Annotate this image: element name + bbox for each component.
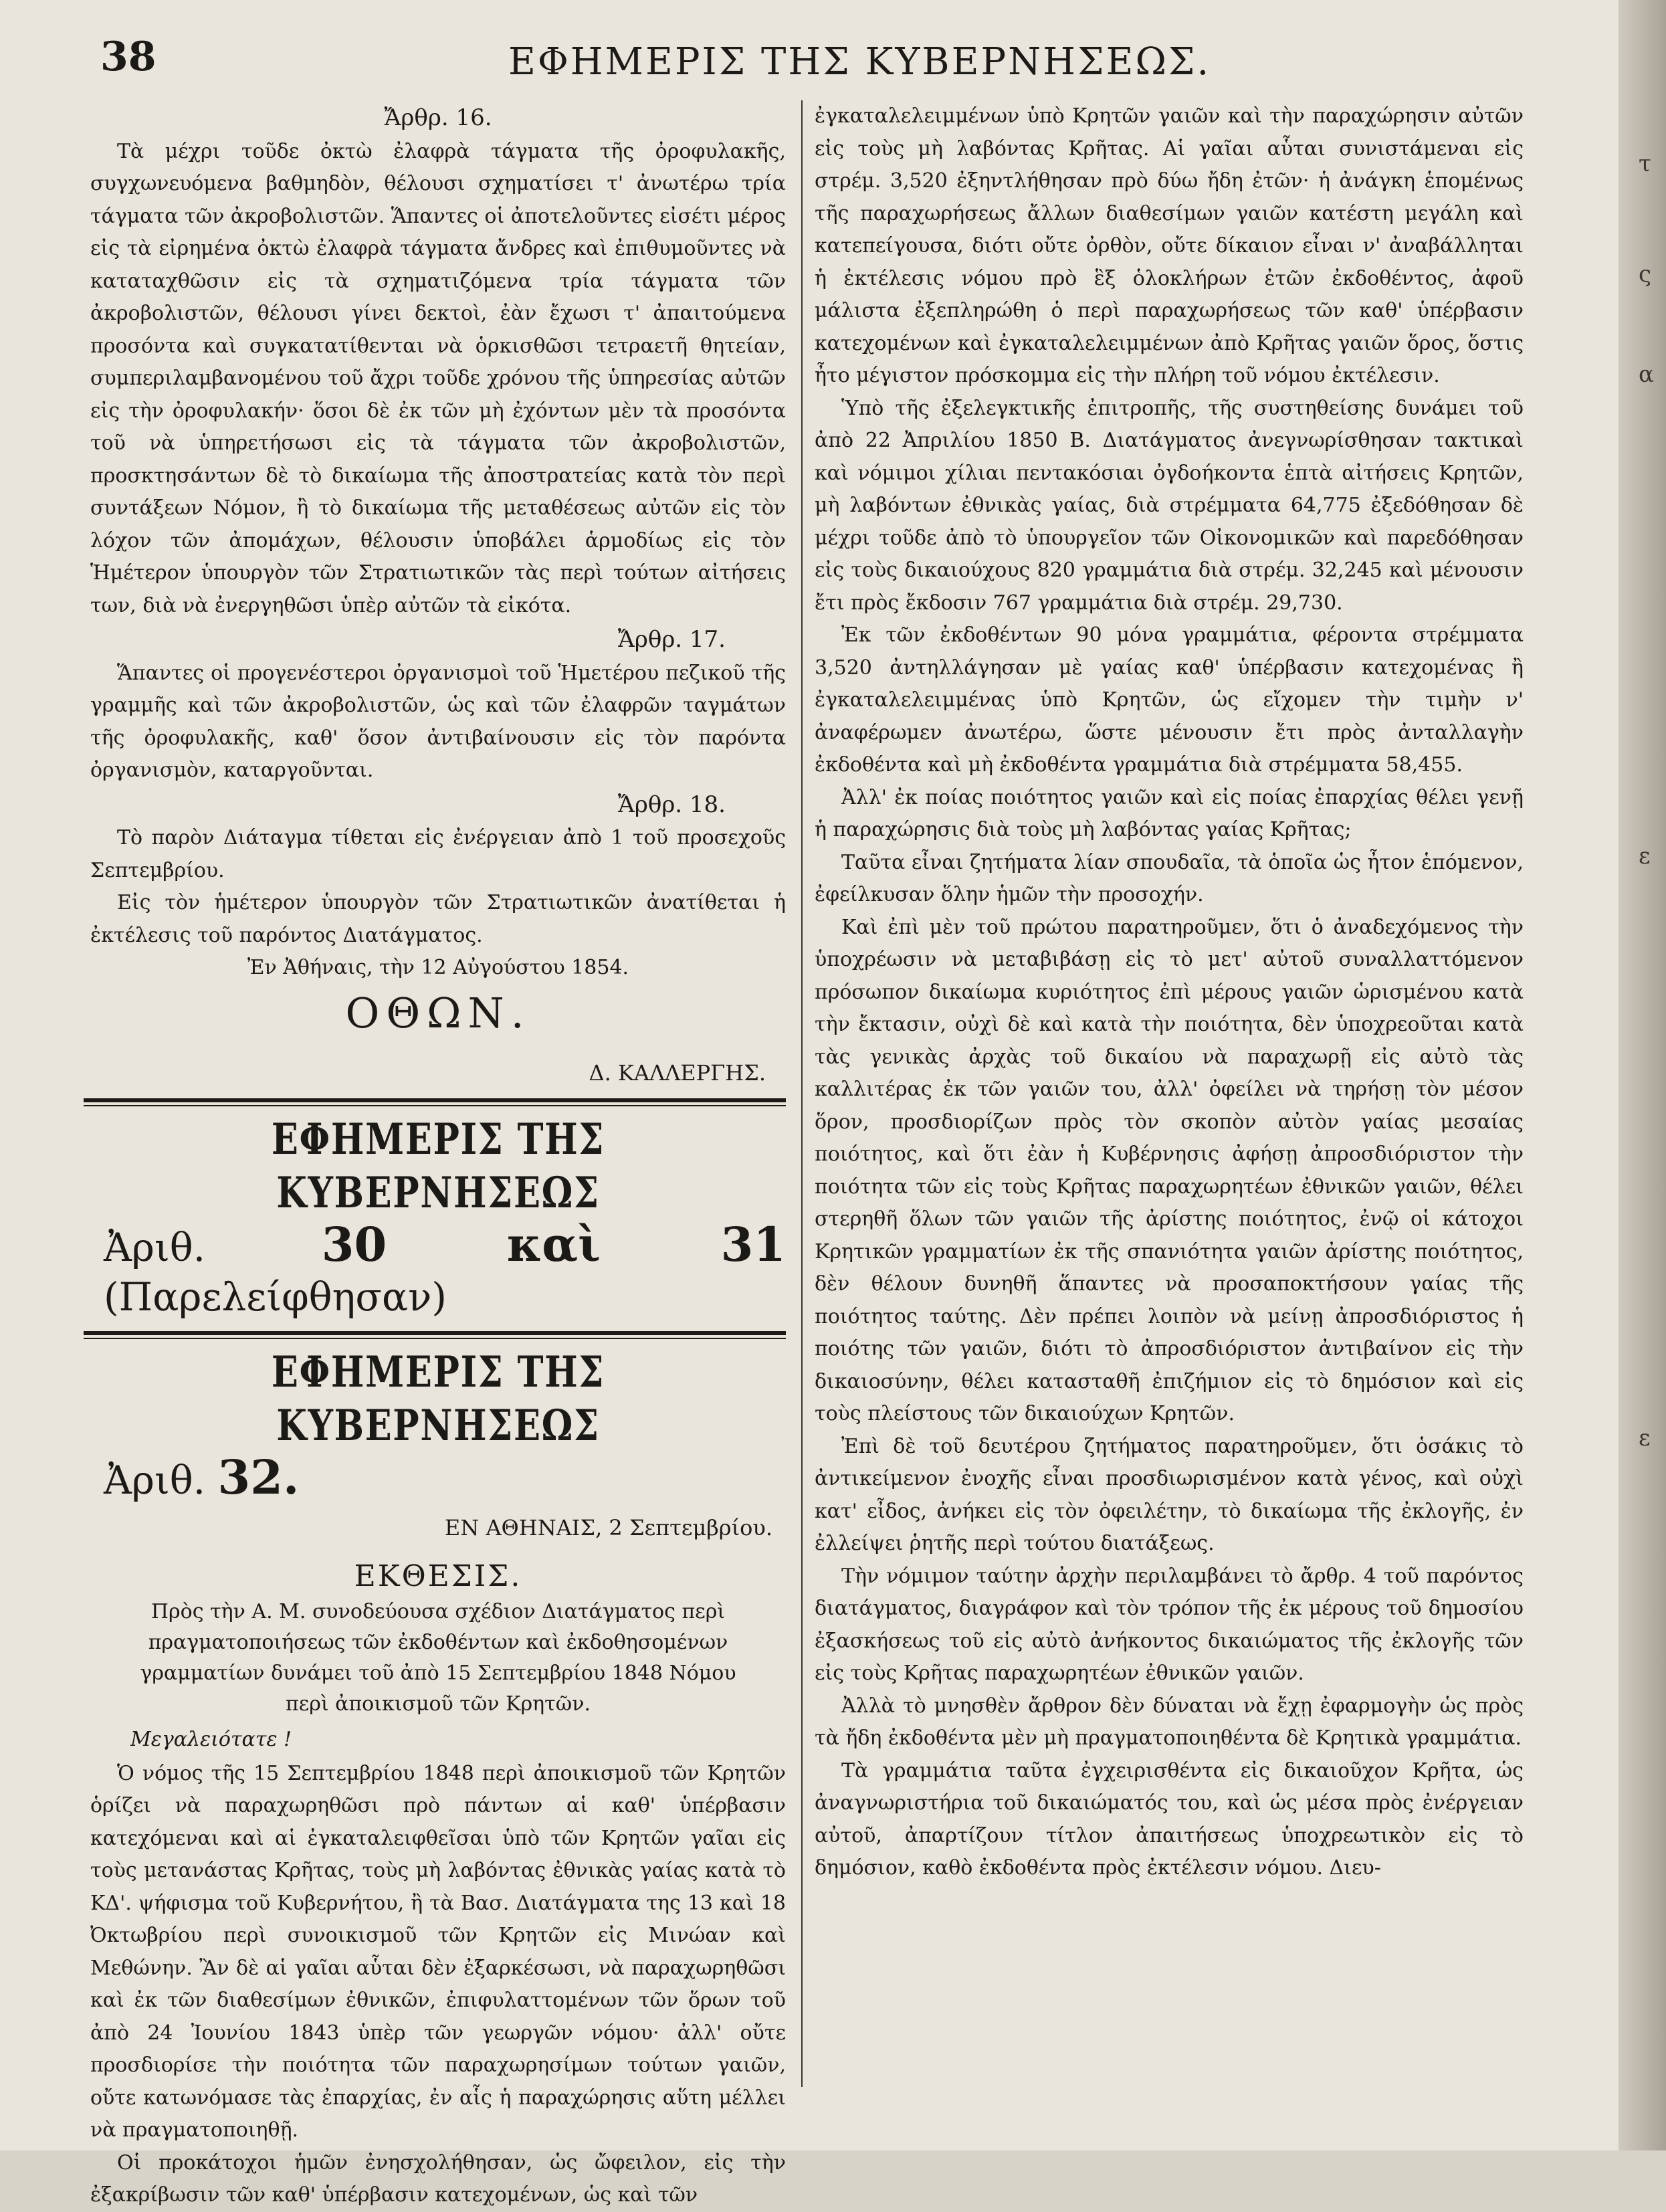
article-17-heading: Ἄρθρ. 17. [617,626,726,653]
edge-letter: α [1639,361,1654,388]
article-17-text: Ἅπαντες οἱ προγενέστεροι ὀργανισμοὶ τοῦ Ἡμετέρου πεζικοῦ τῆς γραμμῆς καὶ τῶν ἀκροβολιστῶν, ὡς καὶ τῶν ἐλαφρῶν ταγμάτων τῆς ὀροφυλακῆς, καθ' ὅσον ἀντιβαίνουσιν εἰς τὸν παρόντα ὀργανισμὸν, καταργοῦνται. [90,661,786,782]
minister-signature: Δ. ΚΑΛΛΕΡΓΗΣ. [589,1060,766,1086]
article-18-text-2: Εἰς τὸν ἡμέτερον ὑπουργὸν τῶν Στρατιωτικῶν ἀνατίθεται ἡ ἐκτέλεσις τοῦ παρόντος Διατάγματος. [90,891,786,947]
issue-2-prefix: Ἀριθ. [104,1457,206,1503]
edge-letter: ε [1639,1425,1651,1451]
edge-letter: τ [1639,150,1651,177]
right-column [815,100,1524,1885]
right-paragraph-7: Ἐπὶ δὲ τοῦ δευτέρου ζητήματος παρατηροῦμεν, ὅτι ὁσάκις τὸ ἀντικείμενον ἐνοχῆς εἶναι προσδιωρισμένον κατὰ γένος, καὶ οὐχὶ κατ' εἶδος, ἀνήκει εἰς τὸν ὀφειλέτην, τὸ δικαίωμα τῆς ἐκλογῆς, ἐν ἐλλείψει ῥητῆς περὶ τούτου διατάξεως. [815,1434,1524,1555]
article-18-text-1: Τὸ παρὸν Διάταγμα τίθεται εἰς ἐνέργειαν ἀπὸ 1 τοῦ προσεχοῦς Σεπτεμβρίου. [90,826,786,882]
right-paragraph-1: ἐγκαταλελειμμένων ὑπὸ Κρητῶν γαιῶν καὶ τὴν παραχώρησιν αὐτῶν εἰς τοὺς μὴ λαβόντας Κρῆτας. Αἱ γαῖαι αὗται συνιστάμεναι εἰς στρέμ. 3,520 ἐξηντλήθησαν πρὸ δύω ἤδη ἐτῶν· ἡ ἀνάγκη ἑπομένως τῆς παραχωρήσεως ἄλλων διαθεσίμων γαιῶν κατέστη μεγάλη καὶ κατεπείγουσα, διότι οὔτε ὀρθὸν, οὔτε δίκαιον εἶναι ν' ἀναβάλληται ἡ ἐκτέλεσις νόμου πρὸ ἓξ ὁλοκλήρων ἐτῶν ἐκδοθέντος, ἀφοῦ μάλιστα ἐξεπληρώθη ὁ περὶ παραχωρήσεως τῶν καθ' ὑπέρβασιν κατεχομένων καὶ ἐγκαταλελειμμένων ἀπὸ Κρῆτας γαιῶν ὅρος, ὅστις ἦτο μέγιστον πρόσκομμα εἰς τὴν πλήρη τοῦ νόμου ἐκτέλεσιν. [815,104,1524,387]
article-16-heading: Ἄρθρ. 16. [384,104,492,131]
column-divider [801,100,803,2087]
facing-page-edge [1619,0,1666,2150]
masthead-1: ΕΦΗΜΕΡΙΣ ΤΗΣ ΚΥΒΕΡΝΗΣΕΩΣ [271,1114,605,1218]
issue-1-note: (Παρελείφθησαν) [104,1274,447,1320]
article-18-heading: Ἄρθρ. 18. [617,791,726,818]
dateline: ΕΝ ΑΘΗΝΑΙΣ, 2 Σεπτεμβρίου. [444,1515,772,1540]
right-paragraph-2: Ὑπὸ τῆς ἐξελεγκτικῆς ἐπιτροπῆς, τῆς συστηθείσης δυνάμει τοῦ ἀπὸ 22 Ἀπριλίου 1850 Β. Διατάγματος ἀνεγνωρίσθησαν τακτικαὶ καὶ νόμιμοι χίλιαι πεντακόσιαι ὀγδοήκοντα ἑπτὰ αἰτήσεις Κρητῶν, μὴ λαβόντων ἐθνικὰς γαίας, διὰ στρέμματα 64,775 ἐξεδόθησαν δὲ μέχρι τοῦδε ἀπὸ τὸ ὑπουργεῖον τῶν Οἰκονομικῶν καὶ παρεδόθησαν εἰς τοὺς δικαιούχους 820 γραμμάτια διὰ στρέμ. 32,245 καὶ μένουσιν ἔτι πρὸς ἔκδοσιν 767 γραμμάτια διὰ στρέμ. 29,730. [815,396,1524,615]
report-paragraph-1: Ὁ νόμος τῆς 15 Σεπτεμβρίου 1848 περὶ ἀποικισμοῦ τῶν Κρητῶν ὁρίζει νὰ παραχωρηθῶσι πρὸ πάντων αἱ καθ' ὑπέρβασιν κατεχόμεναι καὶ αἱ ἐγκαταλειφθεῖσαι ὑπὸ τῶν Κρητῶν γαῖαι εἰς τοὺς μετανάστας Κρῆτας, τοὺς μὴ λαβόντας ἐθνικὰς γαίας κατὰ τὸ ΚΔ'. ψήφισμα τοῦ Κυβερνήτου, ἢ τὰ Βασ. Διατάγματα της 13 καὶ 18 Ὀκτωβρίου περὶ συνοικισμοῦ τῶν Κρητῶν εἰς Μινώαν καὶ Μεθώνην. Ἂν δὲ αἱ γαῖαι αὗται δὲν ἐξαρκέσωσι, νὰ παραχωρηθῶσι καὶ ἐκ τῶν διαθεσίμων ἐθνικῶν, ἐπιφυλαττομένων τῶν ὅρων τοῦ ἀπὸ 24 Ἰουνίου 1843 ὑπὲρ τῶν γεωργῶν νόμου· ἀλλ' οὔτε προσδιορίσε τὴν ποιότητα τῶν παραχωρησίμων τούτων γαιῶν, οὔτε κατωνόμασε τὰς ἐπαρχίας, ἐν αἷς ἡ παραχώρησις αὕτη μέλλει νὰ πραγματοποιηθῇ. [90,1761,786,2142]
issue-2 [104,1449,786,1505]
right-paragraph-3: Ἐκ τῶν ἐκδοθέντων 90 μόνα γραμμάτια, φέροντα στρέμματα 3,520 ἀντηλλάγησαν μὲ γαίας καθ' ὑπέρβασιν κατεχομένας ἢ ἐγκαταλελειμμένας ὑπὸ Κρητῶν, ὡς εἴχομεν τὴν τιμὴν ν' ἀναφέρωμεν ἀνωτέρω, ὥστε μένουσιν ἔτι πρὸς ἀνταλλαγὴν ἐκδοθέντα καὶ μὴ ἐκδοθέντα γραμμάτια διὰ στρέμματα 58,455. [815,623,1524,777]
section-rule-thin [84,1105,786,1106]
right-paragraph-4: Ἀλλ' ἐκ ποίας ποιότητος γαιῶν καὶ εἰς ποίας ἐπαρχίας θέλει γενῇ ἡ παραχώρησις διὰ τοὺς μὴ λαβόντας γαίας Κρῆτας; [815,785,1524,841]
section-rule [84,1098,786,1102]
edge-letter: ς [1639,261,1652,288]
page-number: 38 [100,33,157,80]
right-paragraph-10: Τὰ γραμμάτια ταῦτα ἐγχειρισθέντα εἰς δικαιοῦχον Κρῆτα, ὡς ἀναγνωριστήρια τοῦ δικαιώματός του, καὶ ὡς μέσα πρὸς ἐνέργειαν αὐτοῦ, ἀπαρτίζουν τίτλον ἀπαιτήσεως ὑποχρεωτικὸν εἰς τὸ δημόσιον, καθὸ ἐκδοθέντα πρὸς ἐκτέλεσιν νόμου. Διευ- [815,1758,1524,1880]
left-column [90,100,786,2212]
right-paragraph-9: Ἀλλὰ τὸ μνησθὲν ἄρθρον δὲν δύναται νὰ ἔχῃ ἐφαρμογὴν ὡς πρὸς τὰ ἤδη ἐκδοθέντα μὲν μὴ πραγματοποιηθέντα δὲ Κρητικὰ γραμμάτια. [815,1694,1524,1750]
report-heading: ΕΚΘΕΣΙΣ. [354,1559,522,1593]
issue-2-number: 32. [217,1449,300,1505]
issue-1-prefix: Ἀριθ. [104,1225,206,1270]
report-intro: Πρὸς τὴν Α. Μ. συνοδεύουσα σχέδιον Διατάγματος περὶ πραγματοποιήσεως τῶν ἐκδοθέντων καὶ ἐκδοθησομένων γραμματίων δυνάμει τοῦ ἀπὸ 15 Σεπτεμβρίου 1848 Νόμου περὶ ἀποικισμοῦ τῶν Κρητῶν. [140,1600,736,1716]
article-16-text: Τὰ μέχρι τοῦδε ὀκτὼ ἐλαφρὰ τάγματα τῆς ὀροφυλακῆς, συγχωνευόμενα βαθμηδὸν, θέλουσι σχηματίσει τ' ἀνωτέρω τρία τάγματα τῶν ἀκροβολιστῶν. Ἅπαντες οἱ ἀποτελοῦντες εἰσέτι μέρος εἰς τὰ εἰρημένα ὀκτὼ ἐλαφρὰ τάγματα ἄνδρες καὶ ἐπιθυμοῦντες νὰ καταταχθῶσιν εἰς τὰ σχηματιζόμενα τρία τάγματα τῶν ἀκροβολιστῶν, θέλουσι γίνει δεκτοὶ, ἐὰν ἔχωσι τ' ἀπαιτούμενα προσόντα καὶ συγκατατίθενται νὰ ὁρκισθῶσι τετραετῆ θητείαν, συμπεριλαμβανομένου τοῦ ἄχρι τοῦδε χρόνου τῆς ὑπηρεσίας αὐτῶν εἰς τὴν ὀροφυλακήν· ὅσοι δὲ ἐκ τῶν μὴ ἐχόντων μὲν τὰ προσόντα τοῦ νὰ ὑπηρετήσωσι εἰς τὰ τάγματα τῶν ἀκροβολιστῶν, προσκτησάντων δὲ τὸ δικαίωμα τῆς ἀποστρατείας κατὰ τὸν περὶ συντάξεων Νόμον, ἢ τὸ δικαίωμα τῆς μεταθέσεως αὐτῶν εἰς τὸν λόχον τῶν ἀπομάχων, θέλουσιν ὑποβάλει ἁρμοδίως εἰς τὸν Ἡμέτερον ὑπουργὸν τῶν Στρατιωτικῶν τὰς περὶ τούτων αἰτήσεις των, διὰ νὰ ἐνεργηθῶσι ὑπὲρ αὐτῶν τὰ εἰκότα. [90,139,786,617]
right-paragraph-6: Καὶ ἐπὶ μὲν τοῦ πρώτου παρατηροῦμεν, ὅτι ὁ ἀναδεχόμενος τὴν ὑποχρέωσιν νὰ μεταβιβάσῃ εἰς τὸ μετ' αὐτοῦ συναλλαττόμενον πρόσωπον δικαίωμα κυριότητος ἐπὶ μέρους γαιῶν ὡρισμένου κατὰ τὴν ἔκτασιν, οὐχὶ δὲ καὶ κατὰ τὴν ποιότητα, δὲν ὑποχρεοῦται κατὰ τὰς γενικὰς ἀρχὰς τοῦ δικαίου νὰ παραχωρῇ εἰς αὐτὸ τὰς καλλιτέρας ἐκ τῶν γαιῶν του, ἀλλ' ὀφείλει νὰ τηρήσῃ τὸν μέσον ὅρον, προσδιορίζων πρὸς τὸν σκοπὸν αὐτὸν γαίας μεσαίας ποιότητος, καὶ ὅτι ἐὰν ἡ Κυβέρνησις ἀφήσῃ ἀπροσδιόριστον τὴν ποιότητα τῶν εἰς τοὺς Κρῆτας παραχωρητέων ἐθνικῶν γαιῶν, θέλει στερηθῆ ὅλων τῶν γαιῶν τῆς ἀρίστης ποιότητος, ἐνῷ οἱ κάτοχοι Κρητικῶν γραμματίων ἐκ τῆς σπανιότητα γαιῶν ἀρίστης ποιότητος, δὲν θέλουν δυνηθῆ ἅπαντες νὰ προσαποκτήσουν γαίας τῆς ποιότητος ταύτης. Δὲν πρέπει λοιπὸν νὰ μείνῃ ἀπροσδιόριστος ἡ ποιότης τῶν γαιῶν, διότι τὸ ἀπροσδιόριστον ἀντιβαίνον εἰς τὴν δικαιοσύνην, θέλει κατασταθῆ ἐπιζήμιον εἰς τὸ δημόσιον καὶ εἰς τοὺς πλείστους τῶν δικαιούχων Κρητῶν. [815,915,1524,1425]
king-signature: ΟΘΩΝ. [345,988,531,1037]
running-title: ΕΦΗΜΕΡΙΣ ΤΗΣ ΚΥΒΕΡΝΗΣΕΩΣ. [508,40,1211,84]
closing-date: Ἐν Ἀθήναις, τὴν 12 Αὐγούστου 1854. [247,956,629,979]
issue-1 [104,1217,786,1322]
salutation: Μεγαλειότατε ! [130,1728,292,1751]
section-rule-2 [84,1331,786,1335]
issue-1-numbers: 30 καὶ 31 [321,1217,786,1272]
right-paragraph-8: Τὴν νόμιμον ταύτην ἀρχὴν περιλαμβάνει τὸ ἄρθρ. 4 τοῦ παρόντος διατάγματος, διαγράφον καὶ τὸν τρόπον τῆς ἐκ μέρους τοῦ δημοσίου ἐξασκήσεως τοῦ εἰς αὐτὸ ἀνήκοντος δικαιώματος τῆς ἐκλογῆς τῶν εἰς τοὺς Κρῆτας παραχωρητέων ἐθνικῶν γαιῶν. [815,1564,1524,1685]
edge-letter: ε [1639,843,1651,870]
right-paragraph-5: Ταῦτα εἶναι ζητήματα λίαν σπουδαῖα, τὰ ὁποῖα ὡς ἦτον ἑπόμενον, ἐφείλκυσαν ὅλην ἡμῶν τὴν προσοχήν. [815,850,1524,906]
masthead-2: ΕΦΗΜΕΡΙΣ ΤΗΣ ΚΥΒΕΡΝΗΣΕΩΣ [271,1347,605,1451]
report-paragraph-2: Οἱ προκάτοχοι ἡμῶν ἐνησχολήθησαν, ὡς ὤφειλον, εἰς τὴν ἐξακρίβωσιν τῶν καθ' ὑπέρβασιν κατεχομένων, ὡς καὶ τῶν [90,2150,786,2207]
section-rule-2-thin [84,1338,786,1339]
